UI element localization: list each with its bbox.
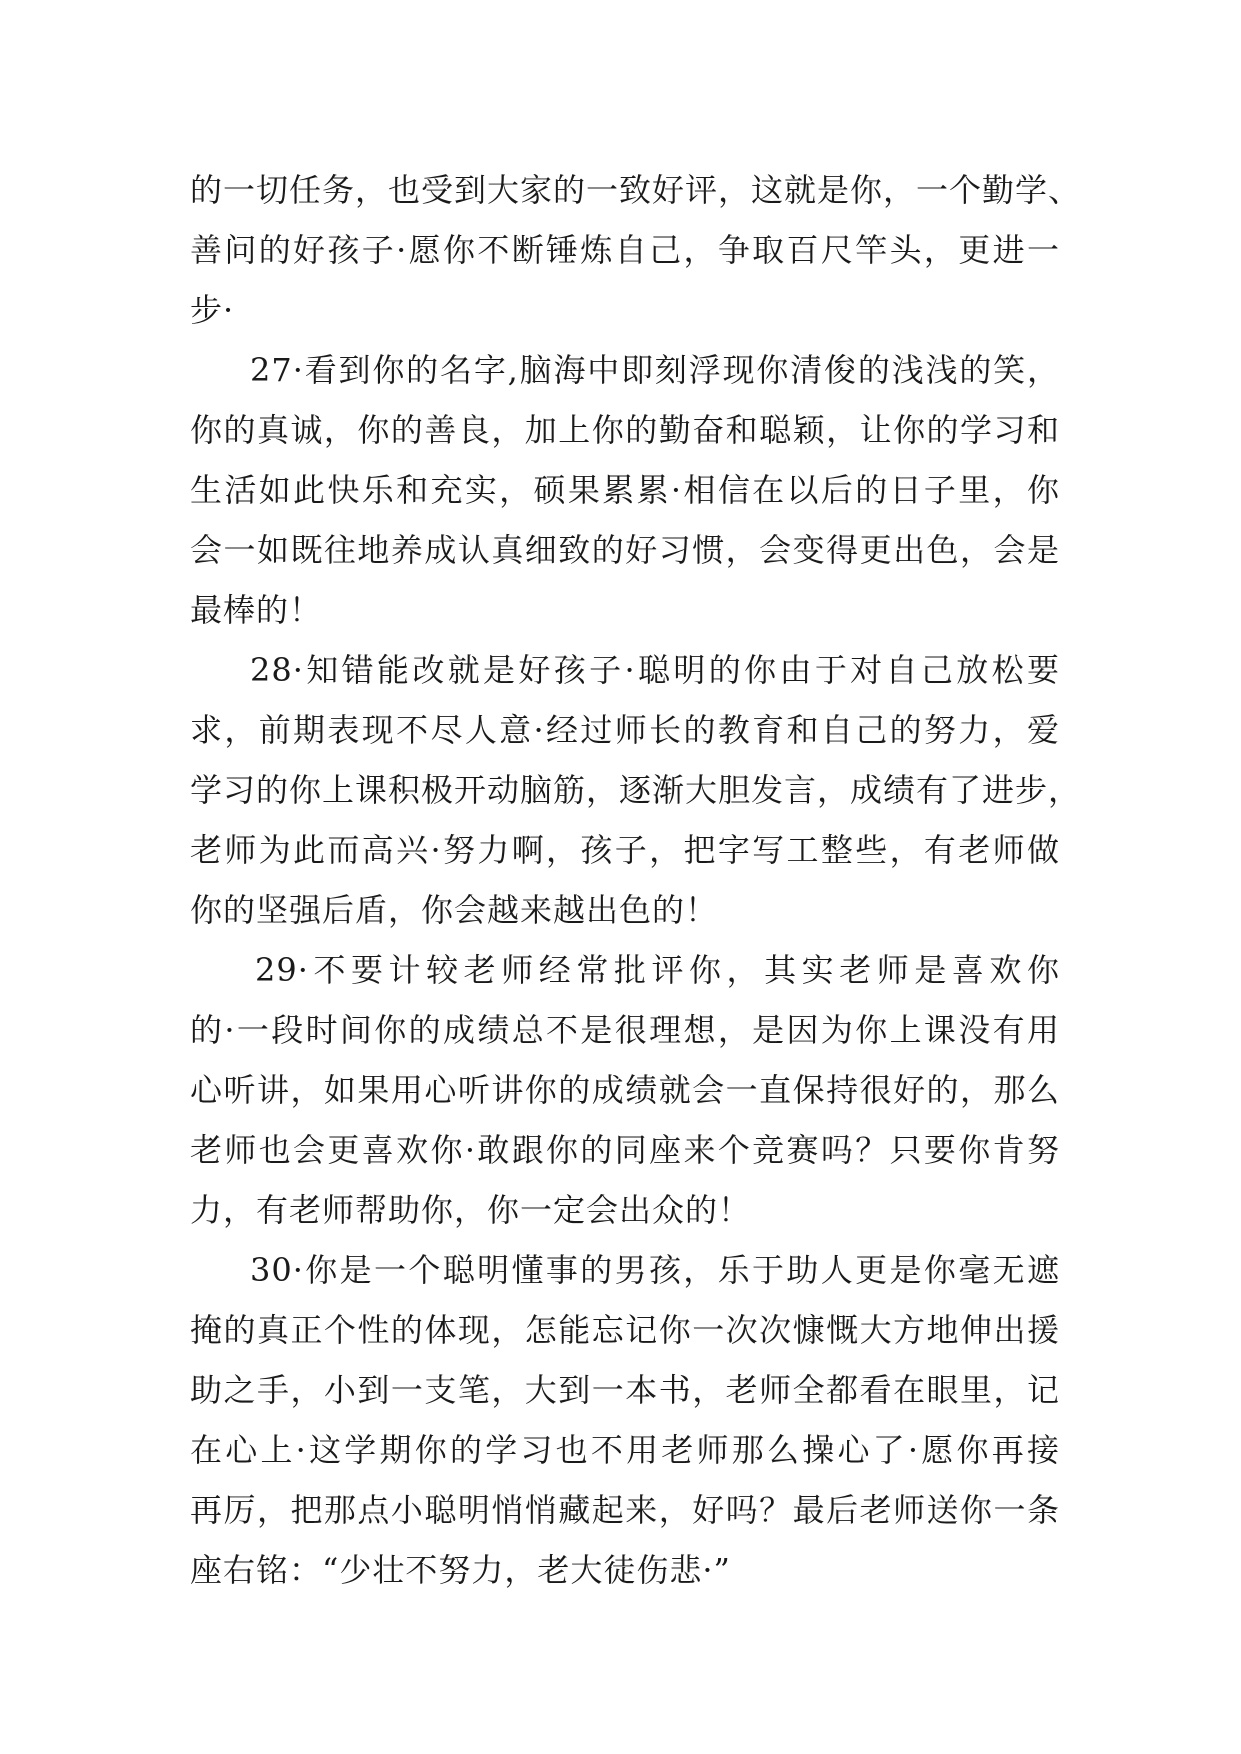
text-line: 最棒的！ (190, 591, 323, 629)
text-line: 生活如此快乐和充实，硕果累累·相信在以后的日子里，你 (190, 471, 1060, 509)
text-line: 27·看到你的名字,脑海中即刻浮现你清俊的浅浅的笑， (250, 351, 1060, 389)
text-line: 力，有老师帮助你，你一定会出众的！ (190, 1191, 752, 1229)
text-line: 学习的你上课积极开动脑筋，逐渐大胆发言，成绩有了进步， (190, 771, 1082, 809)
text-line: 29·不要计较老师经常批评你，其实老师是喜欢你 (255, 951, 1060, 989)
text-line: 善问的好孩子·愿你不断锤炼自己，争取百尺竿头，更进一 (190, 231, 1060, 269)
text-line: 你的真诚，你的善良，加上你的勤奋和聪颖，让你的学习和 (190, 411, 1060, 449)
paragraph-26-continued (190, 160, 1082, 340)
text-line: 28·知错能改就是好孩子·聪明的你由于对自己放松要 (250, 651, 1060, 689)
text-line: 在心上·这学期你的学习也不用老师那么操心了·愿你再接 (190, 1431, 1060, 1469)
text-line: 老师为此而高兴·努力啊，孩子，把字写工整些，有老师做 (190, 831, 1060, 869)
text-line: 会一如既往地养成认真细致的好习惯，会变得更出色，会是 (190, 531, 1060, 569)
text-line: 30·你是一个聪明懂事的男孩，乐于助人更是你毫无遮 (250, 1251, 1060, 1289)
text-line: 座右铭：“少壮不努力，老大徒伤悲·” (190, 1551, 731, 1589)
paragraph-28 (190, 640, 1082, 940)
text-line: 求，前期表现不尽人意·经过师长的教育和自己的努力，爱 (190, 711, 1060, 749)
text-line: 助之手，小到一支笔，大到一本书，老师全都看在眼里，记 (190, 1371, 1060, 1409)
text-line: 你的坚强后盾，你会越来越出色的！ (190, 891, 719, 929)
paragraph-27 (190, 340, 1060, 640)
text-line: 心听讲，如果用心听讲你的成绩就会一直保持很好的，那么 (190, 1071, 1060, 1109)
text-line: 掩的真正个性的体现，怎能忘记你一次次慷慨大方地伸出援 (190, 1311, 1060, 1349)
text-line: 再厉，把那点小聪明悄悄藏起来，好吗？最后老师送你一条 (190, 1491, 1060, 1529)
text-line: 的·一段时间你的成绩总不是很理想，是因为你上课没有用 (190, 1011, 1060, 1049)
paragraph-30 (190, 1240, 1060, 1600)
paragraph-29 (190, 940, 1060, 1240)
text-line: 老师也会更喜欢你·敢跟你的同座来个竞赛吗？只要你肯努 (190, 1131, 1060, 1169)
document-body (190, 160, 1082, 1600)
text-line: 步· (190, 291, 235, 329)
text-line: 的一切任务，也受到大家的一致好评，这就是你，一个勤学、 (190, 171, 1082, 209)
